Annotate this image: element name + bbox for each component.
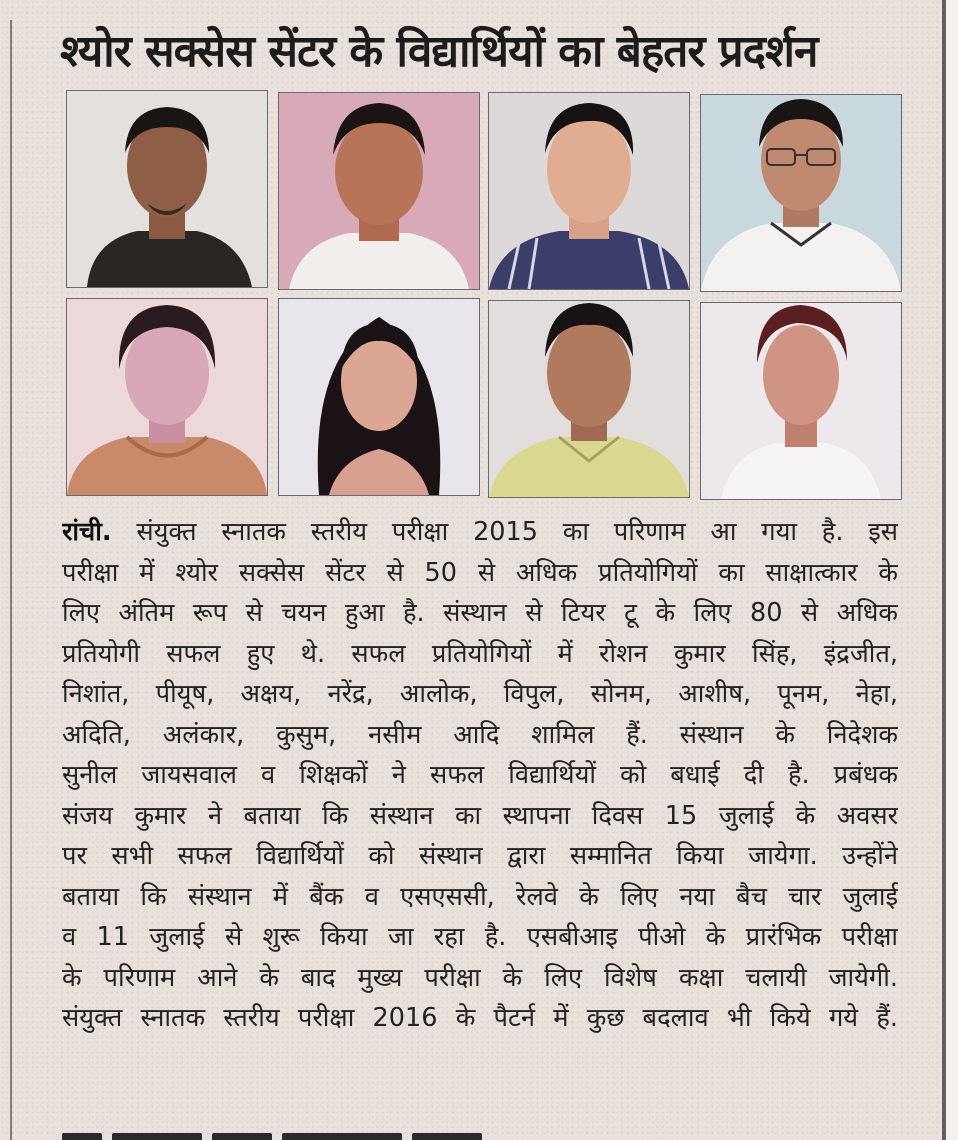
student-photo-7 [488,300,690,498]
headline: श्योर सक्सेस सेंटर के विद्यार्थियों का बेहतर प्रदर्शन [60,26,818,77]
student-photo-5 [66,298,268,496]
article-line-11: व 11 जुलाई से शुरू किया जा रहा है. एसबीआइ पीओ के प्रारंभिक परीक्षा [62,922,898,952]
article-line-6: अदिति, अलंकार, कुसुम, नसीम आदि शामिल हैं. संस्थान के निदेशक [62,719,898,750]
dateline: रांची. [62,517,112,547]
cut-off-next-line [62,1126,898,1140]
article-line-9: पर सभी सफल विद्यार्थियों को संस्थान द्वारा सम्मानित किया जायेगा. उन्होंने [62,841,898,871]
article-line-5: निशांत, पीयूष, अक्षय, नरेंद्र, आलोक, विपुल, सोनम, आशीष, पूनम, नेहा, [62,679,898,709]
article-line-8: संजय कुमार ने बताया कि संस्थान का स्थापना दिवस 15 जुलाई के अवसर [62,800,898,831]
article-line-3: लिए अंतिम रूप से चयन हुआ है. संस्थान से टियर टू के लिए 80 से अधिक [62,598,898,628]
article-line-4: प्रतियोगी सफल हुए थे. सफल प्रतियोगियों में रोशन कुमार सिंह, इंद्रजीत, [62,638,898,669]
clipping-left-edge [10,20,12,1140]
article-line-2: परीक्षा में श्योर सक्सेस सेंटर से 50 से अधिक प्रतियोगियों का साक्षात्कार के [62,557,898,588]
article-line-10: बताया कि संस्थान में बैंक व एसएससी, रेलवे के लिए नया बैच चार जुलाई [62,881,898,912]
student-photo-6 [278,298,480,496]
article-line-13: संयुक्त स्नातक स्तरीय परीक्षा 2016 के पैटर्न में कुछ बदलाव भी किये गये हैं. [62,1003,898,1033]
article-line-7: सुनील जायसवाल व शिक्षकों ने सफल विद्यार्थियों को बधाई दी है. प्रबंधक [62,760,898,790]
margin-strip [946,0,958,1140]
student-photo-2 [278,92,480,290]
article-line-1: रांची. संयुक्त स्नातक स्तरीय परीक्षा 2015 का परिणाम आ गया है. इस [62,517,898,547]
student-photo-3 [488,92,690,290]
student-photo-4 [700,94,902,292]
article-line-12: के परिणाम आने के बाद मुख्य परीक्षा के लिए विशेष कक्षा चलायी जायेगी. [62,962,898,993]
article-body [62,512,898,1039]
student-photo-1 [66,90,268,288]
student-photo-8 [700,302,902,500]
